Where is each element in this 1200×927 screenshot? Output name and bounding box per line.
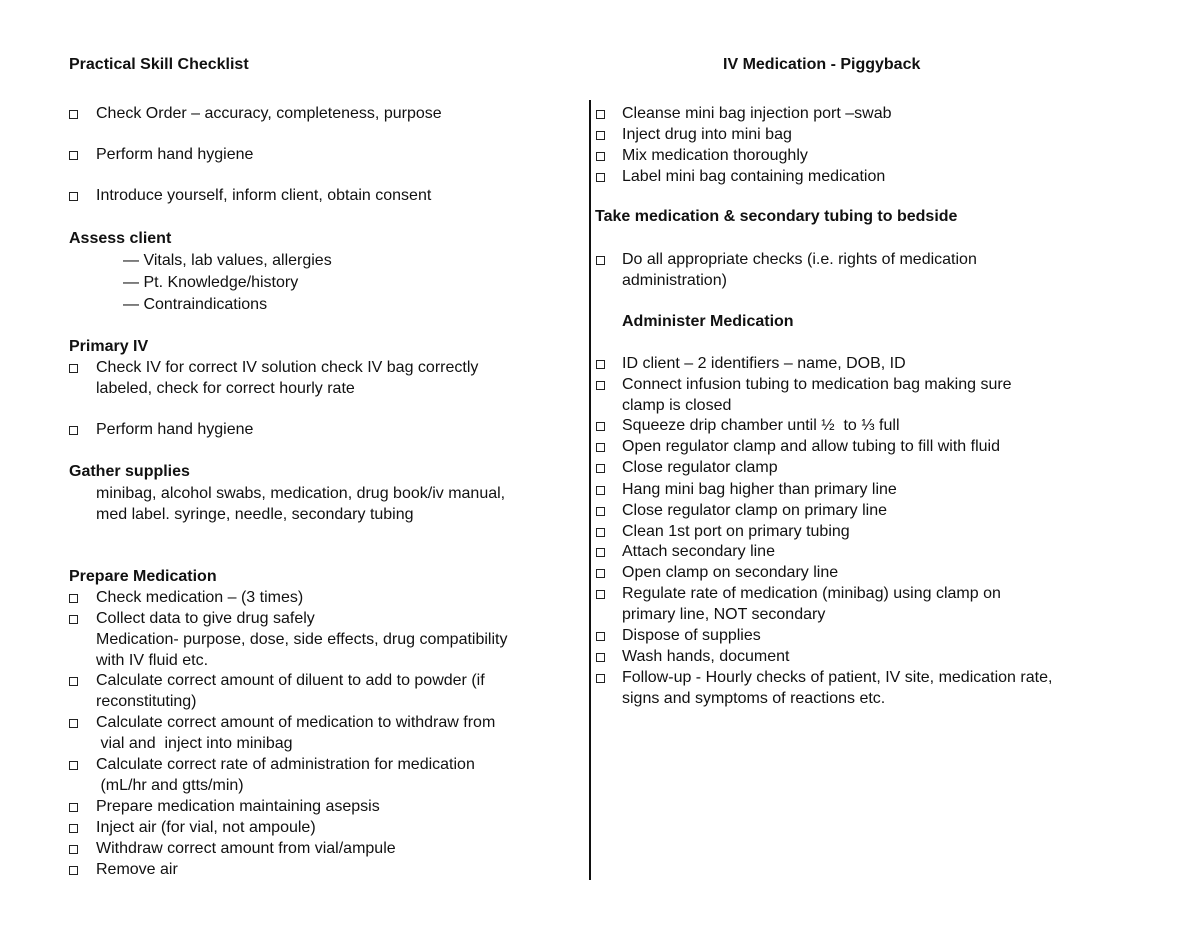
item-open-regulator: Open regulator clamp and allow tubing to fill with fluid — [622, 438, 1000, 455]
item-asepsis: Prepare medication maintaining asepsis — [96, 798, 380, 815]
checkbox-regulate[interactable] — [596, 590, 605, 599]
column-divider — [589, 100, 591, 880]
item-diluent-cont: reconstituting) — [96, 693, 197, 710]
item-attach: Attach secondary line — [622, 543, 775, 560]
checkbox-checks[interactable] — [596, 256, 605, 265]
item-hand-hygiene: Perform hand hygiene — [96, 146, 254, 163]
gather-line: med label. syringe, needle, secondary tubing — [96, 506, 414, 523]
item-close-primary: Close regulator clamp on primary line — [622, 502, 887, 519]
checkbox-asepsis[interactable] — [69, 803, 78, 812]
checkbox-remove-air[interactable] — [69, 866, 78, 875]
item-inject-drug: Inject drug into mini bag — [622, 126, 792, 143]
item-withdraw-calc: Calculate correct amount of medication to withdraw from — [96, 714, 496, 731]
checkbox-withdraw-amount[interactable] — [69, 845, 78, 854]
checkbox-inject-air[interactable] — [69, 824, 78, 833]
item-check-iv-cont: labeled, check for correct hourly rate — [96, 380, 355, 397]
checkbox-hand-hygiene-2[interactable] — [69, 426, 78, 435]
assess-item: — Vitals, lab values, allergies — [123, 252, 332, 269]
item-cleanse: Cleanse mini bag injection port –swab — [622, 105, 892, 122]
item-squeeze: Squeeze drip chamber until ½ to ⅓ full — [622, 417, 900, 434]
assess-heading: Assess client — [69, 230, 172, 247]
item-open-secondary: Open clamp on secondary line — [622, 564, 839, 581]
administer-heading: Administer Medication — [622, 313, 794, 330]
item-inject-air: Inject air (for vial, not ampoule) — [96, 819, 316, 836]
checkbox-collect[interactable] — [69, 615, 78, 624]
checkbox-hand-hygiene[interactable] — [69, 151, 78, 160]
item-withdraw-amount: Withdraw correct amount from vial/ampule — [96, 840, 396, 857]
checkbox-followup[interactable] — [596, 674, 605, 683]
checkbox-check-order[interactable] — [69, 110, 78, 119]
page-title: Practical Skill Checklist — [69, 56, 249, 73]
checkbox-diluent[interactable] — [69, 677, 78, 686]
section-title: IV Medication - Piggyback — [723, 56, 921, 73]
checkbox-cleanse[interactable] — [596, 110, 605, 119]
item-followup-cont: signs and symptoms of reactions etc. — [622, 690, 886, 707]
item-withdraw-calc-cont: vial and inject into minibag — [96, 735, 293, 752]
item-regulate: Regulate rate of medication (minibag) using clamp on — [622, 585, 1001, 602]
take-heading: Take medication & secondary tubing to bedside — [595, 208, 958, 225]
item-collect-cont: Medication- purpose, dose, side effects, drug compatibility — [96, 631, 508, 648]
item-id-client: ID client – 2 identifiers – name, DOB, ID — [622, 355, 906, 372]
item-dispose: Dispose of supplies — [622, 627, 761, 644]
item-diluent: Calculate correct amount of diluent to add to powder (if — [96, 672, 485, 689]
item-check-order: Check Order – accuracy, completeness, purpose — [96, 105, 442, 122]
checkbox-inject-drug[interactable] — [596, 131, 605, 140]
item-close-regulator: Close regulator clamp — [622, 459, 778, 476]
checkbox-close-primary[interactable] — [596, 507, 605, 516]
checkbox-open-secondary[interactable] — [596, 569, 605, 578]
checkbox-id-client[interactable] — [596, 360, 605, 369]
gather-heading: Gather supplies — [69, 463, 190, 480]
checkbox-check-med[interactable] — [69, 594, 78, 603]
checkbox-close-regulator[interactable] — [596, 464, 605, 473]
item-regulate-cont: primary line, NOT secondary — [622, 606, 826, 623]
checkbox-clean-port[interactable] — [596, 528, 605, 537]
item-remove-air: Remove air — [96, 861, 178, 878]
checkbox-hang[interactable] — [596, 486, 605, 495]
assess-item: — Pt. Knowledge/history — [123, 274, 299, 291]
checkbox-attach[interactable] — [596, 548, 605, 557]
item-hang: Hang mini bag higher than primary line — [622, 481, 897, 498]
checkbox-rate[interactable] — [69, 761, 78, 770]
item-hand-hygiene-2: Perform hand hygiene — [96, 421, 254, 438]
item-checks-cont: administration) — [622, 272, 727, 289]
checkbox-mix[interactable] — [596, 152, 605, 161]
item-check-med: Check medication – (3 times) — [96, 589, 304, 606]
checkbox-withdraw-calc[interactable] — [69, 719, 78, 728]
checkbox-squeeze[interactable] — [596, 422, 605, 431]
checkbox-connect[interactable] — [596, 381, 605, 390]
item-followup: Follow-up - Hourly checks of patient, IV site, medication rate, — [622, 669, 1053, 686]
item-rate-cont: (mL/hr and gtts/min) — [96, 777, 244, 794]
gather-line: minibag, alcohol swabs, medication, drug book/iv manual, — [96, 485, 506, 502]
checkbox-dispose[interactable] — [596, 632, 605, 641]
item-checks: Do all appropriate checks (i.e. rights of medication — [622, 251, 977, 268]
item-rate: Calculate correct rate of administration for medication — [96, 756, 475, 773]
item-wash: Wash hands, document — [622, 648, 790, 665]
assess-item: — Contraindications — [123, 296, 268, 313]
checkbox-open-regulator[interactable] — [596, 443, 605, 452]
primary-iv-heading: Primary IV — [69, 338, 149, 355]
item-connect: Connect infusion tubing to medication bag making sure — [622, 376, 1012, 393]
item-mix: Mix medication thoroughly — [622, 147, 808, 164]
checkbox-wash[interactable] — [596, 653, 605, 662]
item-connect-cont: clamp is closed — [622, 397, 732, 414]
item-label: Label mini bag containing medication — [622, 168, 886, 185]
checkbox-check-iv[interactable] — [69, 364, 78, 373]
item-collect-cont: with IV fluid etc. — [96, 652, 209, 669]
item-check-iv: Check IV for correct IV solution check IV bag correctly — [96, 359, 479, 376]
checkbox-label[interactable] — [596, 173, 605, 182]
item-collect: Collect data to give drug safely — [96, 610, 315, 627]
checkbox-introduce[interactable] — [69, 192, 78, 201]
item-clean-port: Clean 1st port on primary tubing — [622, 523, 850, 540]
prepare-heading: Prepare Medication — [69, 568, 217, 585]
item-introduce: Introduce yourself, inform client, obtain consent — [96, 187, 432, 204]
